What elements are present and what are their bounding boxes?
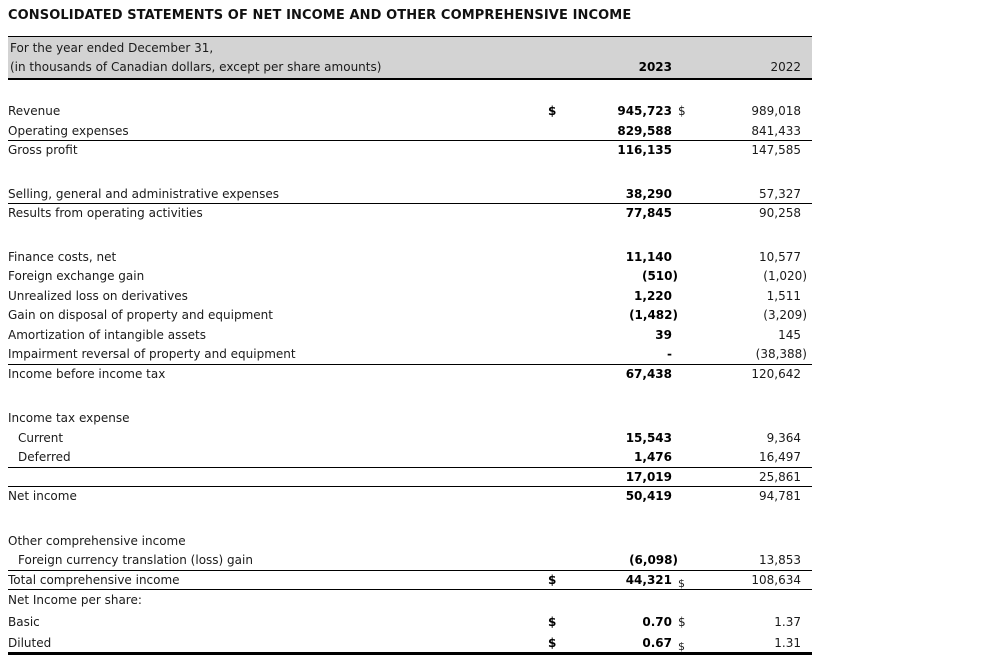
value-2022-cell — [694, 429, 812, 449]
value-2023: 17,019 — [625, 469, 672, 484]
value-2023-cell — [568, 287, 678, 307]
currency-symbol-2023: $ — [548, 614, 557, 629]
currency-symbol-2022: $ — [678, 104, 686, 118]
column-header-2023 — [568, 58, 678, 77]
row-label: Foreign currency translation (loss) gain — [18, 553, 253, 567]
value-2022-cell — [694, 532, 812, 552]
row-label: Current — [18, 430, 64, 445]
value-2022-cell — [694, 248, 812, 268]
column-header-2022-label: 2022 — [770, 60, 801, 74]
table-spacer — [8, 80, 812, 102]
currency-symbol-2022-cell — [678, 590, 694, 612]
currency-symbol-2023 — [548, 185, 568, 204]
currency-symbol-2023 — [548, 468, 568, 487]
row-label — [8, 468, 548, 487]
value-2022: 147,585 — [751, 143, 801, 157]
value-2022: 94,781 — [759, 489, 801, 503]
table-row — [8, 448, 812, 468]
row-label: Impairment reversal of property and equipment — [8, 347, 296, 361]
table-row — [8, 306, 812, 326]
currency-symbol-2023 — [548, 409, 568, 429]
value-2023-cell — [568, 102, 678, 122]
table-row — [8, 532, 812, 552]
currency-symbol-2023 — [548, 487, 568, 507]
value-2023: 829,588 — [617, 123, 672, 138]
row-label: Finance costs, net — [8, 249, 117, 264]
value-2022: 1.37 — [774, 614, 801, 629]
table-row — [8, 590, 812, 612]
value-2022: 989,018 — [751, 104, 801, 118]
currency-symbol-2022-cell — [678, 326, 694, 346]
table-row — [8, 248, 812, 268]
value-2022: 16,497 — [759, 450, 801, 464]
value-2023: (1,482) — [629, 308, 678, 322]
table-row — [8, 141, 812, 161]
value-2022-cell — [694, 551, 812, 570]
value-2022: 25,861 — [759, 469, 801, 484]
value-2022-cell — [694, 204, 812, 224]
currency-symbol-2022-cell — [678, 287, 694, 307]
value-2023-cell — [568, 326, 678, 346]
currency-symbol-2022-cell — [678, 306, 694, 326]
currency-symbol-2022-cell — [678, 571, 694, 590]
value-2023-cell — [568, 633, 678, 652]
value-2022: 9,364 — [766, 430, 801, 445]
value-2023-cell — [568, 429, 678, 449]
table-row — [8, 345, 812, 365]
value-2022-cell — [694, 306, 812, 326]
row-label: Deferred — [18, 450, 71, 464]
value-2022: (3,209) — [763, 308, 807, 322]
row-label: Total comprehensive income — [8, 572, 180, 587]
column-header-2023-label: 2023 — [638, 60, 672, 74]
table-rows — [8, 80, 812, 655]
value-2022: 57,327 — [759, 186, 801, 201]
currency-symbol-2023 — [548, 287, 568, 307]
value-2023: 945,723 — [617, 104, 672, 118]
value-2022-cell — [694, 345, 812, 364]
value-2022-cell — [694, 468, 812, 487]
table-row — [8, 326, 812, 346]
value-2023: - — [667, 347, 672, 361]
row-label: Operating expenses — [8, 123, 129, 138]
table-row — [8, 185, 812, 205]
currency-symbol-2022-cell — [678, 102, 694, 122]
currency-symbol-2022-cell — [678, 365, 694, 385]
financial-statement-table — [8, 36, 812, 655]
value-2023-cell — [568, 248, 678, 268]
value-2022-cell — [694, 571, 812, 590]
table-row — [8, 267, 812, 287]
currency-symbol-2023: $ — [548, 636, 557, 650]
currency-symbol-2022-cell — [678, 429, 694, 449]
value-2022: 1,511 — [766, 288, 801, 303]
value-2023: 39 — [655, 327, 672, 342]
table-row — [8, 365, 812, 385]
value-2022-cell — [694, 487, 812, 507]
row-label: Gross profit — [8, 143, 78, 157]
table-row — [8, 487, 812, 507]
header-spacer-cell — [678, 58, 694, 77]
currency-symbol-2023 — [548, 122, 568, 141]
value-2023: (510) — [641, 269, 678, 283]
value-2023-cell — [568, 532, 678, 552]
value-2022-cell — [694, 365, 812, 385]
currency-symbol-2022-cell — [678, 448, 694, 467]
value-2022: 10,577 — [759, 249, 801, 264]
value-2023: 11,140 — [625, 249, 672, 264]
row-label: Net income — [8, 489, 77, 503]
value-2022-cell — [694, 590, 812, 612]
value-2023-cell — [568, 590, 678, 612]
row-label: Results from operating activities — [8, 206, 203, 220]
value-2023: 15,543 — [625, 430, 672, 445]
value-2023-cell — [568, 571, 678, 590]
value-2023-cell — [568, 612, 678, 634]
currency-symbol-2022: $ — [678, 576, 685, 590]
value-2023: 1,220 — [634, 288, 672, 303]
value-2022-cell — [694, 141, 812, 161]
table-header — [8, 36, 812, 80]
value-2022: 1.31 — [774, 636, 801, 650]
table-spacer — [8, 161, 812, 185]
value-2023-cell — [568, 345, 678, 364]
value-2022-cell — [694, 448, 812, 467]
value-2023-cell — [568, 487, 678, 507]
currency-symbol-2023 — [548, 267, 568, 287]
currency-symbol-2022: $ — [678, 614, 686, 629]
value-2022-cell — [694, 287, 812, 307]
header-spacer-cell — [548, 58, 568, 77]
currency-symbol-2022-cell — [678, 141, 694, 161]
value-2023-cell — [568, 267, 678, 287]
row-label: Other comprehensive income — [8, 533, 186, 548]
value-2022-cell — [694, 102, 812, 122]
currency-symbol-2022: $ — [678, 640, 685, 653]
currency-symbol-2022-cell — [678, 551, 694, 570]
table-row — [8, 551, 812, 571]
value-2022-cell — [694, 267, 812, 287]
table-spacer — [8, 384, 812, 409]
row-label: Net Income per share: — [8, 593, 142, 607]
currency-symbol-2023 — [548, 590, 568, 612]
table-row — [8, 571, 812, 591]
table-row — [8, 633, 812, 655]
table-row — [8, 287, 812, 307]
currency-symbol-2023 — [548, 326, 568, 346]
currency-symbol-2023: $ — [548, 104, 557, 118]
value-2023-cell — [568, 306, 678, 326]
units-label: (in thousands of Canadian dollars, except per share amounts) — [10, 60, 382, 74]
currency-symbol-2023 — [548, 429, 568, 449]
currency-symbol-2022-cell — [678, 633, 694, 652]
table-row — [8, 409, 812, 429]
row-label: Income tax expense — [8, 411, 130, 425]
value-2022: 841,433 — [751, 123, 801, 138]
table-row — [8, 204, 812, 224]
row-label: Gain on disposal of property and equipment — [8, 308, 273, 322]
table-spacer — [8, 507, 812, 532]
value-2022-cell — [694, 185, 812, 204]
value-2023-cell — [568, 551, 678, 570]
value-2023: 0.67 — [642, 636, 672, 650]
currency-symbol-2023 — [548, 306, 568, 326]
currency-symbol-2022-cell — [678, 267, 694, 287]
value-2022-cell — [694, 612, 812, 634]
period-label: For the year ended December 31, — [10, 41, 214, 55]
table-row — [8, 612, 812, 634]
value-2023-cell — [568, 204, 678, 224]
currency-symbol-2022-cell — [678, 345, 694, 364]
value-2023: 67,438 — [625, 366, 672, 381]
value-2022: 145 — [778, 327, 801, 342]
value-2023-cell — [568, 185, 678, 204]
currency-symbol-2023 — [548, 365, 568, 385]
value-2023: 44,321 — [625, 572, 672, 587]
currency-symbol-2022-cell — [678, 612, 694, 634]
row-label: Revenue — [8, 104, 61, 118]
currency-symbol-2022-cell — [678, 248, 694, 268]
table-row — [8, 122, 812, 142]
currency-symbol-2023 — [548, 551, 568, 570]
currency-symbol-2022-cell — [678, 487, 694, 507]
table-spacer — [8, 224, 812, 248]
column-header-2022 — [694, 58, 812, 77]
currency-symbol-2022-cell — [678, 185, 694, 204]
table-row — [8, 468, 812, 488]
page-title: CONSOLIDATED STATEMENTS OF NET INCOME AND OTHER COMPREHENSIVE INCOME — [8, 8, 632, 23]
currency-symbol-2022-cell — [678, 468, 694, 487]
value-2023-cell — [568, 468, 678, 487]
currency-symbol-2023 — [548, 141, 568, 161]
currency-symbol-2022-cell — [678, 409, 694, 429]
table-row — [8, 102, 812, 122]
value-2023-cell — [568, 141, 678, 161]
currency-symbol-2023 — [548, 248, 568, 268]
row-label: Amortization of intangible assets — [8, 327, 206, 342]
table-row — [8, 429, 812, 449]
row-label: Unrealized loss on derivatives — [8, 288, 188, 303]
currency-symbol-2023 — [548, 345, 568, 364]
value-2022-cell — [694, 633, 812, 652]
currency-symbol-2023 — [548, 204, 568, 224]
value-2023: 38,290 — [625, 186, 672, 201]
value-2023-cell — [568, 409, 678, 429]
value-2022: 13,853 — [759, 553, 801, 567]
currency-symbol-2023 — [548, 448, 568, 467]
value-2023: 116,135 — [617, 143, 672, 157]
value-2023: 1,476 — [634, 450, 672, 464]
value-2022: 90,258 — [759, 206, 801, 220]
row-label: Diluted — [8, 636, 52, 650]
currency-symbol-2022-cell — [678, 532, 694, 552]
currency-symbol-2022-cell — [678, 204, 694, 224]
value-2022: (38,388) — [755, 347, 807, 361]
row-label: Income before income tax — [8, 366, 166, 381]
value-2022-cell — [694, 122, 812, 141]
value-2022: 120,642 — [751, 366, 801, 381]
value-2022-cell — [694, 326, 812, 346]
row-label: Foreign exchange gain — [8, 269, 145, 283]
value-2023: 77,845 — [625, 206, 672, 220]
row-label: Selling, general and administrative expenses — [8, 186, 279, 201]
currency-symbol-2023 — [548, 532, 568, 552]
value-2023-cell — [568, 448, 678, 467]
value-2023-cell — [568, 365, 678, 385]
value-2022: 108,634 — [751, 572, 801, 587]
value-2022-cell — [694, 409, 812, 429]
value-2022: (1,020) — [763, 269, 807, 283]
value-2023: (6,098) — [629, 553, 678, 567]
table-header-line1 — [8, 39, 812, 58]
row-label: Basic — [8, 614, 40, 629]
value-2023-cell — [568, 122, 678, 141]
table-header-line2 — [8, 58, 812, 77]
value-2023: 50,419 — [625, 489, 672, 503]
currency-symbol-2023: $ — [548, 572, 557, 587]
value-2023: 0.70 — [642, 614, 672, 629]
currency-symbol-2022-cell — [678, 122, 694, 141]
